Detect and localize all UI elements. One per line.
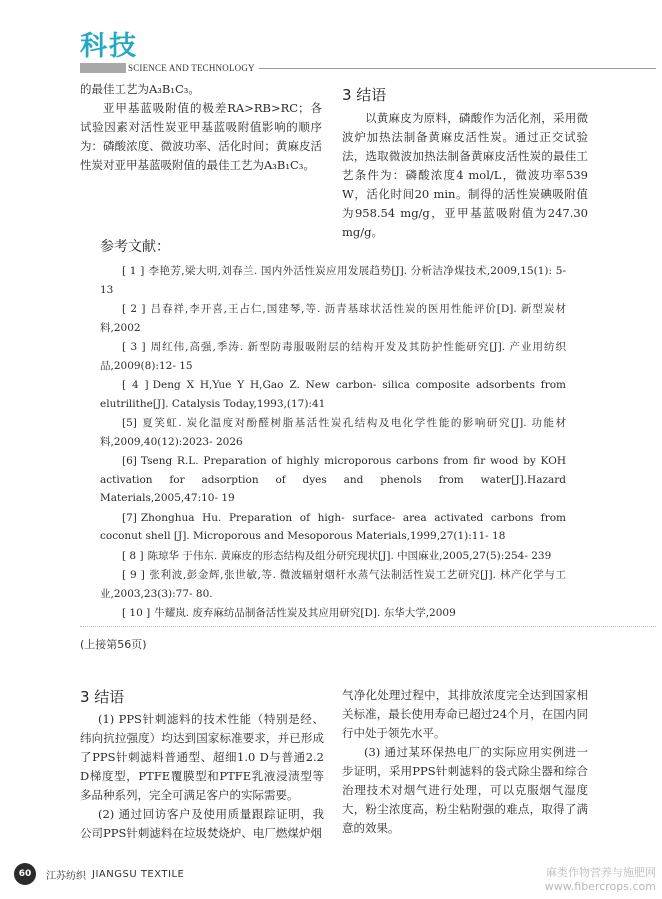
references-heading: 参考文献： — [100, 239, 170, 255]
reference-text: 周红伟,高强,季涛. 新型防毒服吸附层的结构开发及其防护性能研究[J]. 产业用纺织品,2009(8):12- 15 — [100, 341, 566, 372]
reference-item — [100, 566, 566, 603]
page-footer — [14, 862, 184, 886]
bottom-right-column — [342, 686, 588, 838]
journal-name-en: JIANGSU TEXTILE — [92, 868, 185, 880]
reference-text: 吕春祥,李开喜,王占仁,国建琴,等. 沥青基球状活性炭的医用性能评价[D]. 新型炭材料,2002 — [100, 303, 566, 334]
reference-number: [ 8 ] — [122, 549, 144, 562]
reference-text: 张利波,彭金辉,张世敏,等. 微波辐射烟杆水蒸气法制活性炭工艺研究[J]. 林产化学与工业,2003,23(3):77- 80. — [100, 569, 566, 600]
reference-number: [ 9 ] — [122, 569, 145, 581]
section-divider — [80, 626, 656, 628]
page-number: 60 — [14, 863, 36, 885]
reference-text: 陈琼华 于伟东. 黄麻皮的形态结构及组分研究现状[J]. 中国麻业,2005,27(5):254- 239 — [147, 549, 552, 562]
reference-item — [100, 338, 566, 375]
reference-text: Deng X H,Yue Y H,Gao Z. New carbon- silica composite adsorbents from elutrilithe[J]. Catalysis Today,1993,(17):41 — [100, 379, 566, 410]
reference-text: Zhonghua Hu. Preparation of high- surface- area activated carbons from coconut shell [J]. Microporous and Mesoporous Materials,1999,27(1):11- 18 — [100, 511, 566, 542]
reference-item — [100, 547, 566, 566]
reference-item — [100, 262, 566, 299]
header-grey-block — [80, 63, 126, 73]
top-left-column — [80, 80, 322, 175]
reference-item — [100, 604, 566, 623]
body-paragraph: 气净化处理过程中，其排放浓度完全达到国家相关标准，最长使用寿命已超过24个月，在国内同行中处于领先水平。 — [342, 688, 588, 740]
reference-text: 牛耀岚. 废弃麻纺品制备活性炭及其应用研究[D]. 东华大学,2009 — [154, 607, 456, 619]
references-section — [100, 236, 566, 624]
body-paragraph: 的最佳工艺为A₃B₁C₃。 — [80, 82, 200, 96]
reference-number: [ 4 ] — [122, 379, 149, 391]
section-title: 科技 — [80, 31, 138, 62]
continued-from-note: (上接第56页) — [80, 638, 147, 651]
body-paragraph: 亚甲基蓝吸附值的极差RA>RB>RC；各试验因素对活性炭亚甲基蓝吸附值影响的顺序为：磷酸浓度、微波功率、活化时间；黄麻皮活性炭对亚甲基蓝吸附值的最佳工艺为A₃B₁C₃。 — [80, 101, 322, 172]
references-list — [100, 262, 566, 623]
watermark-line: 麻类作物营养与施肥网 — [546, 866, 656, 879]
reference-number: [5] — [122, 417, 137, 429]
reference-item — [100, 452, 566, 508]
reference-number: [6] — [122, 455, 137, 467]
reference-text: 夏笑虹. 炭化温度对酚醛树脂基活性炭孔结构及电化学性能的影响研究[J]. 功能材料,2009,40(12):2023- 2026 — [100, 417, 566, 448]
reference-text: Tseng R.L. Preparation of highly microporous carbons from fir wood by KOH activation for adsorption of dyes and phenols from water[J].Hazard Materials,2005,47:10- 19 — [100, 455, 566, 504]
section-subtitle: SCIENCE AND TECHNOLOGY — [128, 63, 255, 73]
body-paragraph: (2) 通过回访客户及使用质量跟踪证明，我公司PPS针刺滤料在垃圾焚烧炉、电厂燃煤炉烟 — [80, 807, 324, 840]
reference-number: [ 10 ] — [122, 607, 151, 619]
header-rule — [259, 68, 656, 69]
bottom-left-column — [80, 686, 324, 843]
reference-number: [7] — [122, 511, 137, 524]
reference-number: [ 3 ] — [122, 341, 146, 353]
conclusion-heading: 3 结语 — [80, 688, 125, 706]
header-bar — [80, 63, 656, 73]
reference-number: [ 1 ] — [122, 265, 145, 277]
watermark-line: www.fibercrops.com — [544, 880, 656, 893]
top-right-column — [342, 84, 588, 242]
journal-name-cn: 江苏纺织 — [46, 870, 86, 882]
body-paragraph: (1) PPS针刺滤料的技术性能（特别是经、纬向抗拉强度）均达到国家标准要求，并已形成了PPS针刺滤料普通型、超细1.0 D与普通2.2 D梯度型，PTFE覆膜型和PTFE乳液浸渍型等多品种系列，完全可满足客户的实际需要。 — [80, 712, 324, 802]
conclusion-paragraph: 以黄麻皮为原料，磷酸作为活化剂，采用微波炉加热法制备黄麻皮活性炭。通过正交试验法，选取微波加热法制备黄麻皮活性炭的最佳工艺条件为：磷酸浓度4 mol/L，微波功率539 W，活化时间20 min。制得的活性炭碘吸附值为958.54 mg/g，亚甲基蓝吸附值为247.30 mg/g。 — [342, 111, 588, 239]
body-paragraph: (3) 通过某环保热电厂的实际应用实例进一步证明，采用PPS针刺滤料的袋式除尘器和综合治理技术对烟气进行处理，可以克服烟气湿度大，粉尘浓度高，粉尘粘附强的难点，取得了满意的效果。 — [342, 745, 588, 835]
reference-item — [100, 300, 566, 337]
reference-number: [ 2 ] — [122, 303, 146, 315]
reference-item — [100, 509, 566, 546]
reference-item — [100, 376, 566, 413]
reference-item — [100, 414, 566, 451]
watermark — [545, 866, 656, 894]
conclusion-heading: 3 结语 — [342, 86, 387, 104]
reference-text: 李艳芳,梁大明,刘春兰. 国内外活性炭应用发展趋势[J]. 分析洁净煤技术,2009,15(1): 5- 13 — [100, 265, 566, 296]
